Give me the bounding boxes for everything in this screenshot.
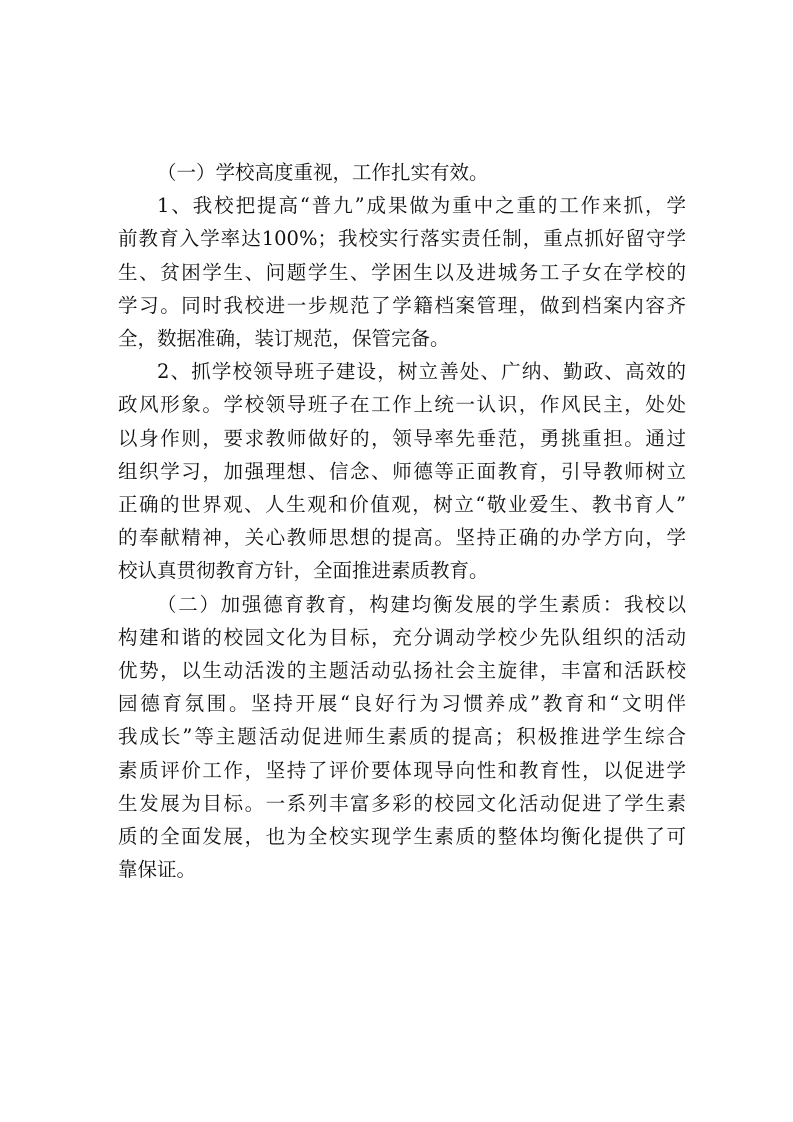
text-line: 校认真贯彻教育方针，全面推进素质教育。 (118, 559, 489, 583)
text-line: 优势，以生动活泼的主题活动弘扬社会主旋律，丰富和活跃校 (118, 659, 686, 683)
text-line: 靠保证。 (118, 858, 197, 882)
text-line: 正确的世界观、人生观和价值观，树立“敬业爱生、教书育人” (118, 493, 686, 517)
text-line: 前教育入学率达100%；我校实行落实责任制，重点抓好留守学 (118, 227, 686, 251)
text-line: 生发展为目标。一系列丰富多彩的校园文化活动促进了学生素 (118, 791, 686, 815)
paragraph-2 (118, 355, 686, 587)
text-line: （二）加强德育教育，构建均衡发展的学生素质：我校以 (157, 592, 686, 616)
text-line: 质的全面发展，也为全校实现学生素质的整体均衡化提供了可 (118, 825, 686, 849)
text-line: 全，数据准确，装订规范，保管完备。 (118, 327, 450, 351)
paragraph-1 (118, 189, 686, 355)
text-line: 组织学习，加强理想、信念、师德等正面教育，引导教师树立 (118, 459, 686, 483)
text-line: 的奉献精神，关心教师思想的提高。坚持正确的办学方向，学 (118, 526, 686, 550)
text-line: 我成长”等主题活动促进师生素质的提高；积极推进学生综合 (118, 725, 686, 749)
text-line: 生、贫困学生、问题学生、学困生以及进城务工子女在学校的 (118, 260, 686, 284)
document-body (118, 156, 686, 886)
text-line: 政风形象。学校领导班子在工作上统一认识，作风民主，处处 (118, 393, 686, 417)
paragraph-heading-two (118, 588, 686, 887)
text-line: 素质评价工作，坚持了评价要体现导向性和教育性，以促进学 (118, 758, 686, 782)
text-line: 园德育氛围。坚持开展“良好行为习惯养成”教育和“文明伴 (118, 692, 686, 716)
text-line: 构建和谐的校园文化为目标，充分调动学校少先队组织的活动 (118, 625, 686, 649)
text-line: 学习。同时我校进一步规范了学籍档案管理，做到档案内容齐 (118, 293, 686, 317)
text-line: （一）学校高度重视，工作扎实有效。 (157, 161, 489, 184)
text-line: 以身作则，要求教师做好的，领导率先垂范，勇挑重担。通过 (118, 426, 686, 450)
text-line: 2、抓学校领导班子建设，树立善处、广纳、勤政、高效的 (157, 360, 686, 384)
text-line: 1、我校把提高“普九”成果做为重中之重的工作来抓，学 (157, 194, 686, 218)
paragraph-heading-one (118, 156, 686, 189)
